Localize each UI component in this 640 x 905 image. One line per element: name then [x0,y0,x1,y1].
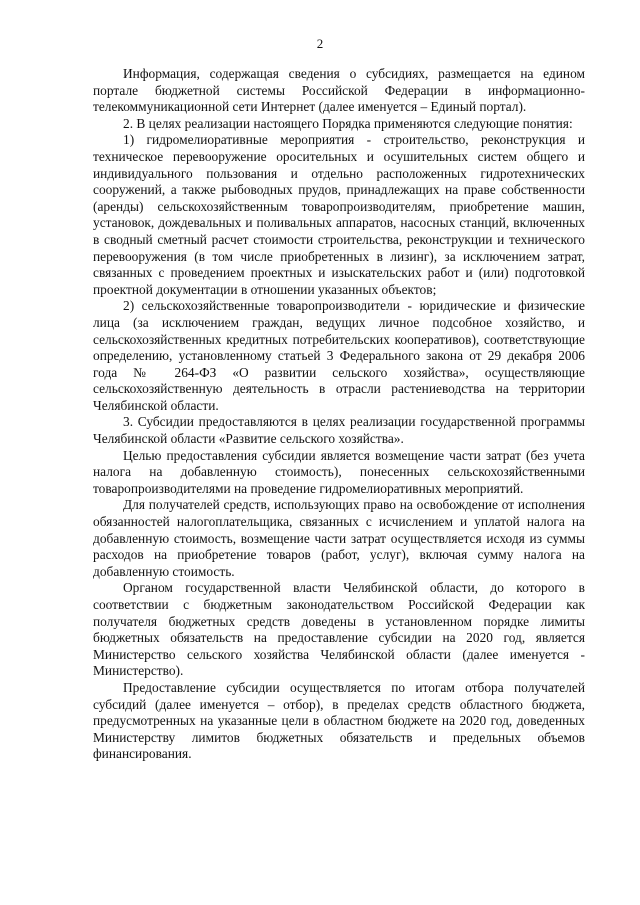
paragraph-definition-2: 2) сельскохозяйственные товаропроизводители - юридические и физические лица (за исключением граждан, ведущих личное подсобное хозяйство, и сельскохозяйственных кредитных потребительских кооперативов), соответствующие определению, установленному статьей 3 Федерального закона от 29 декабря 2006 года № 264-ФЗ «О развитии сельского хозяйства», осуществляющие сельскохозяйственную деятельность в отрасли растениеводства на территории Челябинской области. [93,298,585,413]
page-number: 2 [316,36,324,51]
paragraph-vat-exemption: Для получателей средств, использующих право на освобождение от исполнения обязанностей налогоплательщика, связанных с исчислением и уплатой налога на добавленную стоимость, возмещение части затрат осуществляется исходя из суммы расходов на приобретение товаров (работ, услуг), включая сумму налога на добавленную стоимость. [93,497,585,579]
paragraph-ministry: Органом государственной власти Челябинской области, до которого в соответствии с бюджетным законодательством Российской Федерации как получателя бюджетных средств доведены в установленном порядке лимиты бюджетных обязательств на предоставление субсидии на 2020 год, является Министерство сельского хозяйства Челябинской области (далее именуется - Министерство). [93,580,585,679]
paragraph-definition-1: 1) гидромелиоративные мероприятия - строительство, реконструкция и техническое перевооружение оросительных и осушительных систем общего и индивидуального пользования и отдельно расположенных гидротехнических сооружений, а также рыбоводных прудов, принадлежащих на праве собственности (аренды) сельскохозяйственным товаропроизводителям, приобретение машин, установок, дождевальных и поливальных аппаратов, насосных станций, включенных в сводный сметный расчет стоимости строительства, реконструкции и технического перевооружения (в том числе приобретенных в лизинг), за исключением затрат, связанных с проведением проектных и изыскательских работ и (или) подготовкой проектной документации в отношении указанных объектов; [93,132,585,297]
paragraph-selection: Предоставление субсидии осуществляется по итогам отбора получателей субсидий (далее именуется – отбор), в пределах средств областного бюджета, предусмотренных на указанные цели в областном бюджете на 2020 год, доведенных Министерству лимитов бюджетных обязательств и предельных объемов финансирования. [93,679,585,762]
paragraph-subsidy-purpose: Целью предоставления субсидии является возмещение части затрат (без учета налога на добавленную стоимость), понесенных сельскохозяйственными товаропроизводителями на проведение гидромелиоративных мероприятий. [93,447,585,496]
paragraph-portal-info: Информация, содержащая сведения о субсидиях, размещается на едином портале бюджетной системы Российской Федерации в информационно-телекоммуникационной сети Интернет (далее именуется – Единый портал). [93,66,585,115]
paragraph-section-3: 3. Субсидии предоставляются в целях реализации государственной программы Челябинской области «Развитие сельского хозяйства». [93,414,585,447]
document-body [93,66,585,763]
paragraph-section-2-intro: 2. В целях реализации настоящего Порядка применяются следующие понятия: [123,115,573,131]
